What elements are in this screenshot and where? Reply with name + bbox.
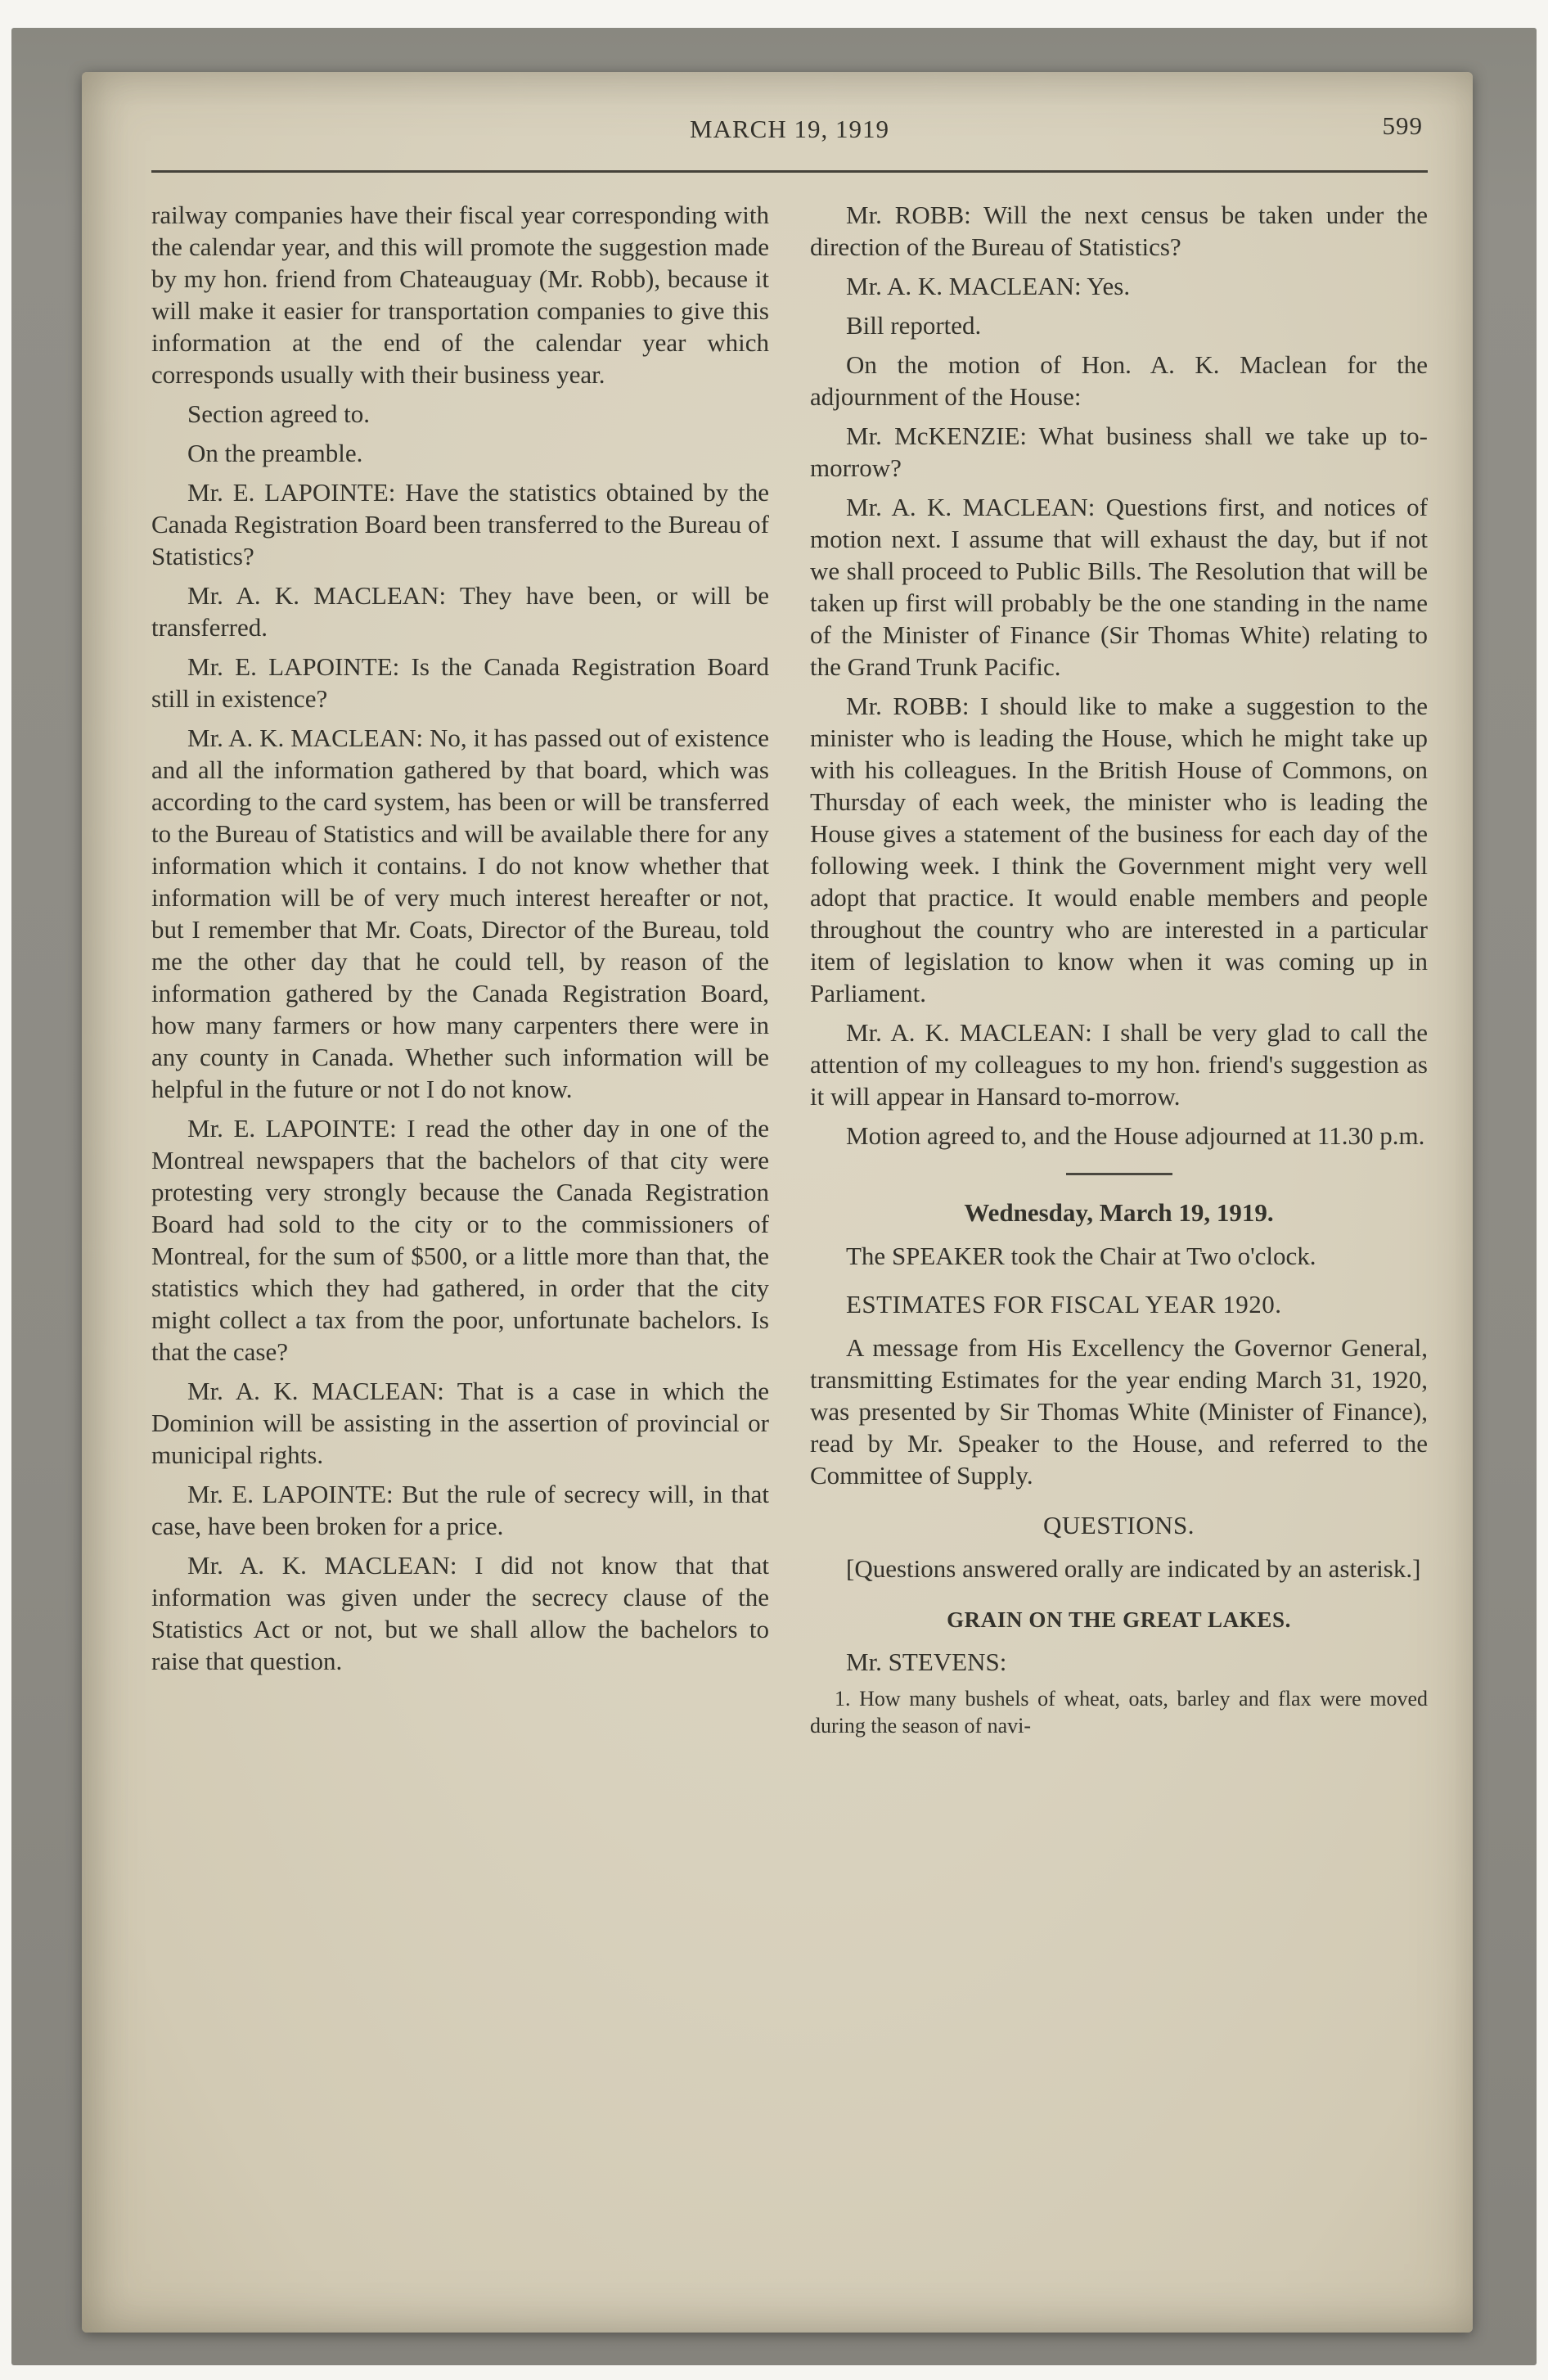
debate-paragraph: Section agreed to. [187,399,370,428]
sitting-date-heading: Wednesday, March 19, 1919. [964,1198,1274,1227]
debate-paragraph: Mr. ROBB: Will the next census be taken under the direction of the Bureau of Statistics? [810,201,1428,261]
header-date: MARCH 19, 1919 [690,115,889,143]
debate-paragraph: railway companies have their fiscal year corresponding with the calendar year, and this will promote the suggestion made by my hon. friend from Chateauguay (Mr. Robb), because it will make it easier for transportation companies to give this information at the end of the calendar year which corresponds usually with their business year. [151,201,769,389]
debate-paragraph: Bill reported. [846,311,982,340]
debate-paragraph: Mr. E. LAPOINTE: I read the other day in one of the Montreal newspapers that the bachelors of that city were protesting very strongly because the Canada Registration Board had sold to the city or to the commissioners of Montreal, for the sum of $500, or a little more than that, the statistics which they had gathered, in order that the city might collect a tax from the poor, unfortunate bachelors. Is that the case? [151,1114,769,1366]
debate-paragraph: Mr. E. LAPOINTE: But the rule of secrecy will, in that case, have been broken for a price. [151,1480,769,1540]
debate-paragraph: Mr. E. LAPOINTE: Have the statistics obtained by the Canada Registration Board been transferred to the Bureau of Statistics? [151,478,769,570]
section-title: ESTIMATES FOR FISCAL YEAR 1920. [846,1290,1282,1318]
header-rule [151,170,1428,173]
text-area [151,111,1428,2300]
page-header [151,111,1428,152]
debate-paragraph: [Questions answered orally are indicated by an asterisk.] [846,1554,1421,1583]
debate-paragraph: The SPEAKER took the Chair at Two o'clock. [846,1242,1316,1270]
debate-paragraph: Mr. A. K. MACLEAN: They have been, or will be transferred. [151,581,769,642]
debate-paragraph: Mr. E. LAPOINTE: Is the Canada Registration Board still in existence? [151,652,769,713]
left-column [151,199,769,1747]
debate-paragraph: On the motion of Hon. A. K. Maclean for the adjournment of the House: [810,350,1428,411]
debate-paragraph: Mr. A. K. MACLEAN: That is a case in which the Dominion will be assisting in the assertion of provincial or municipal rights. [151,1377,769,1469]
topic-title: GRAIN ON THE GREAT LAKES. [947,1607,1291,1632]
debate-paragraph: Mr. A. K. MACLEAN: I shall be very glad to call the attention of my colleagues to my hon. friend's suggestion as it will appear in Hansard to-morrow. [810,1018,1428,1111]
columns [151,199,1428,1747]
document-page [82,72,1473,2333]
debate-paragraph: Mr. STEVENS: [846,1648,1007,1676]
debate-paragraph: Mr. A. K. MACLEAN: I did not know that that information was given under the secrecy clause of the Statistics Act or not, but we shall allow the bachelors to raise that question. [151,1551,769,1675]
question-text: 1. How many bushels of wheat, oats, barley and flax were moved during the season of navi- [810,1687,1428,1738]
debate-paragraph: A message from His Excellency the Governor General, transmitting Estimates for the year ending March 31, 1920, was presented by Sir Thomas White (Minister of Finance), read by Mr. Speaker to the House, and referred to the Committee of Supply. [810,1333,1428,1490]
debate-paragraph: Mr. A. K. MACLEAN: Questions first, and notices of motion next. I assume that will exhaust the day, but if not we shall proceed to Public Bills. The Resolution that will be taken up first will probably be the one standing in the name of the Minister of Finance (Sir Thomas White) relating to the Grand Trunk Pacific. [810,493,1428,681]
section-title: QUESTIONS. [1043,1511,1195,1539]
debate-paragraph: Motion agreed to, and the House adjourned at 11.30 p.m. [846,1121,1425,1150]
debate-paragraph: Mr. McKENZIE: What business shall we take up to-morrow? [810,421,1428,482]
debate-paragraph: Mr. A. K. MACLEAN: No, it has passed out of existence and all the information gathered by that board, which was according to the card system, has been or will be transferred to the Bureau of Statistics and will be available there for any information which it contains. I do not know whether that information will be of very much interest hereafter or not, but I remember that Mr. Coats, Director of the Bureau, told me the other day that he could tell, by reason of the information gathered by the Canada Registration Board, how many farmers or how many carpenters there were in any county in Canada. Whether such information will be helpful in the future or not I do not know. [151,723,769,1103]
section-divider [1066,1173,1172,1175]
debate-paragraph: On the preamble. [187,439,363,467]
right-column [810,199,1428,1747]
page-number: 599 [1382,111,1423,140]
debate-paragraph: Mr. A. K. MACLEAN: Yes. [846,272,1131,300]
debate-paragraph: Mr. ROBB: I should like to make a suggestion to the minister who is leading the House, which he might take up with his colleagues. In the British House of Commons, on Thursday of each week, the minister who is leading the House gives a statement of the business for each day of the following week. I think the Government might very well adopt that practice. It would enable members and people throughout the country who are interested in a particular item of legislation to know when it was coming up in Parliament. [810,692,1428,1007]
